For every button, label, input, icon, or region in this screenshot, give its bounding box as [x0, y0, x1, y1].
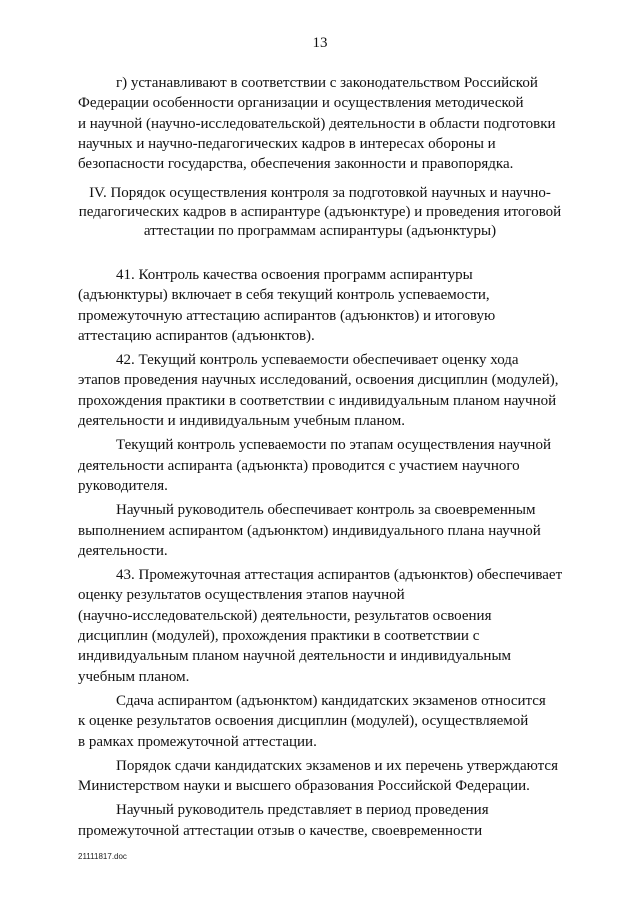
paragraph-exam-order: Порядок сдачи кандидатских экзаменов и их перечень утверждаются Министерством науки и высшего образования Российской Федерации.	[78, 757, 558, 795]
paragraph-candidate-exams: Сдача аспирантом (адъюнктом) кандидатских экзаменов относится к оценке результатов освоения дисциплин (модулей), осуществляемой в рамках промежуточной аттестации.	[78, 692, 546, 750]
paragraph-42: 42. Текущий контроль успеваемости обеспечивает оценку хода этапов проведения научных исследований, освоения дисциплин (модулей), прохождения практики в соответствии с индивидуальным планом научной деятельности и индивидуальным учебным планом.	[78, 352, 559, 430]
paragraph-current-control: Текущий контроль успеваемости по этапам осуществления научной деятельности аспиранта (адъюнкта) проводится с участием научного руководителя.	[78, 437, 551, 494]
paragraph-g: г) устанавливают в соответствии с законодательством Российской Федерации особенности организации и осуществления методической и научной (научно-исследовательской) деятельности в области подготовки научных и научно-педагогических кадров в интересах обороны и безопасности государства, обеспечения законности и правопорядка.	[78, 75, 556, 173]
intro-block	[78, 73, 563, 174]
footer-filename: 21111817.doc	[78, 852, 127, 861]
paragraph-43: 43. Промежуточная аттестация аспирантов (адъюнктов) обеспечивает оценку результатов осуществления этапов научной (научно-исследовательской) деятельности, результатов освоения дисциплин (модулей), прохождения практики в соответствии с индивидуальным планом научной деятельности и индивидуальным учебным планом.	[78, 567, 563, 685]
paragraph-41: 41. Контроль качества освоения программ аспирантуры (адъюнктуры) включает в себя текущий контроль успеваемости, промежуточную аттестацию аспирантов (адъюнктов) и итоговую аттестацию аспирантов (адъюнктов).	[78, 267, 496, 344]
section-block	[70, 184, 570, 241]
paragraph-supervisor-review: Научный руководитель представляет в период проведения промежуточной аттестации отзыв о качестве, своевременности	[78, 802, 489, 839]
page-number: 13	[312, 35, 328, 51]
section-heading: IV. Порядок осуществления контроля за подготовкой научных и научно- педагогических кадров в аспирантуре (адъюнктуре) и проведения итоговой аттестации по программам аспирантуры (адъюнктуры)	[78, 185, 562, 239]
paragraph-supervisor-control: Научный руководитель обеспечивает контроль за своевременным выполнением аспирантом (адъюнктом) индивидуального плана научной деятельности.	[78, 502, 541, 559]
main-text	[78, 265, 563, 841]
